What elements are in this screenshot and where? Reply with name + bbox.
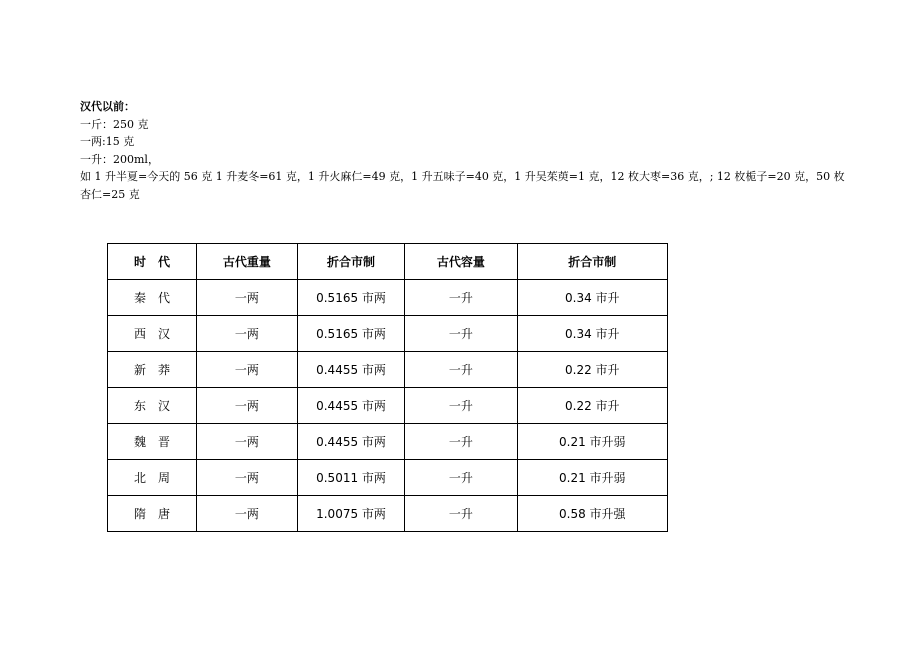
note-line-examples: 如 1 升半夏=今天的 56 克 1 升麦冬=61 克，1 升火麻仁=49 克，1 升五味子=40 克，1 升吴茱萸=1 克，12 枚大枣=36 克，; 12 枚栀子=20 克，50 枚杏仁=25 克 (80, 170, 845, 201)
weight-conversion-cell: 1.0075 市两 (297, 496, 405, 532)
weight-conversion-cell: 0.5165 市两 (297, 316, 405, 352)
volume-conversion-cell: 0.34 市升 (517, 280, 667, 316)
header-ancient-volume: 古代容量 (405, 244, 517, 280)
volume-cell: 一升 (405, 352, 517, 388)
notes-section (80, 98, 850, 203)
header-ancient-weight: 古代重量 (197, 244, 298, 280)
table-header-row (108, 244, 668, 280)
header-volume-conversion: 折合市制 (517, 244, 667, 280)
era-cell: 东汉 (108, 388, 197, 424)
table-row (108, 460, 668, 496)
era-cell: 隋唐 (108, 496, 197, 532)
volume-conversion-cell: 0.58 市升强 (517, 496, 667, 532)
volume-conversion-cell: 0.34 市升 (517, 316, 667, 352)
volume-conversion-cell: 0.22 市升 (517, 352, 667, 388)
volume-conversion-cell: 0.22 市升 (517, 388, 667, 424)
table-row (108, 424, 668, 460)
weight-conversion-cell: 0.4455 市两 (297, 424, 405, 460)
weight-conversion-cell: 0.4455 市两 (297, 352, 405, 388)
era-cell: 秦代 (108, 280, 197, 316)
volume-cell: 一升 (405, 280, 517, 316)
header-weight-conversion: 折合市制 (297, 244, 405, 280)
note-line-sheng: 一升：200ml， (80, 152, 159, 166)
weight-cell: 一两 (197, 316, 298, 352)
units-conversion-table (107, 243, 668, 532)
weight-cell: 一两 (197, 460, 298, 496)
weight-conversion-cell: 0.4455 市两 (297, 388, 405, 424)
volume-cell: 一升 (405, 496, 517, 532)
table-row (108, 496, 668, 532)
header-era: 时代 (108, 244, 197, 280)
weight-cell: 一两 (197, 496, 298, 532)
volume-cell: 一升 (405, 460, 517, 496)
table-row (108, 316, 668, 352)
volume-cell: 一升 (405, 316, 517, 352)
weight-cell: 一两 (197, 388, 298, 424)
volume-cell: 一升 (405, 388, 517, 424)
weight-cell: 一两 (197, 424, 298, 460)
note-line-jin: 一斤：250 克 (80, 117, 149, 131)
volume-cell: 一升 (405, 424, 517, 460)
table-row (108, 388, 668, 424)
weight-cell: 一两 (197, 280, 298, 316)
era-cell: 西汉 (108, 316, 197, 352)
volume-conversion-cell: 0.21 市升弱 (517, 424, 667, 460)
note-line-liang: 一两:15 克 (80, 135, 135, 148)
table-row (108, 280, 668, 316)
notes-heading: 汉代以前： (80, 100, 135, 113)
weight-cell: 一两 (197, 352, 298, 388)
era-cell: 新莽 (108, 352, 197, 388)
weight-conversion-cell: 0.5011 市两 (297, 460, 405, 496)
table-row (108, 352, 668, 388)
era-cell: 北周 (108, 460, 197, 496)
era-cell: 魏晋 (108, 424, 197, 460)
weight-conversion-cell: 0.5165 市两 (297, 280, 405, 316)
volume-conversion-cell: 0.21 市升弱 (517, 460, 667, 496)
